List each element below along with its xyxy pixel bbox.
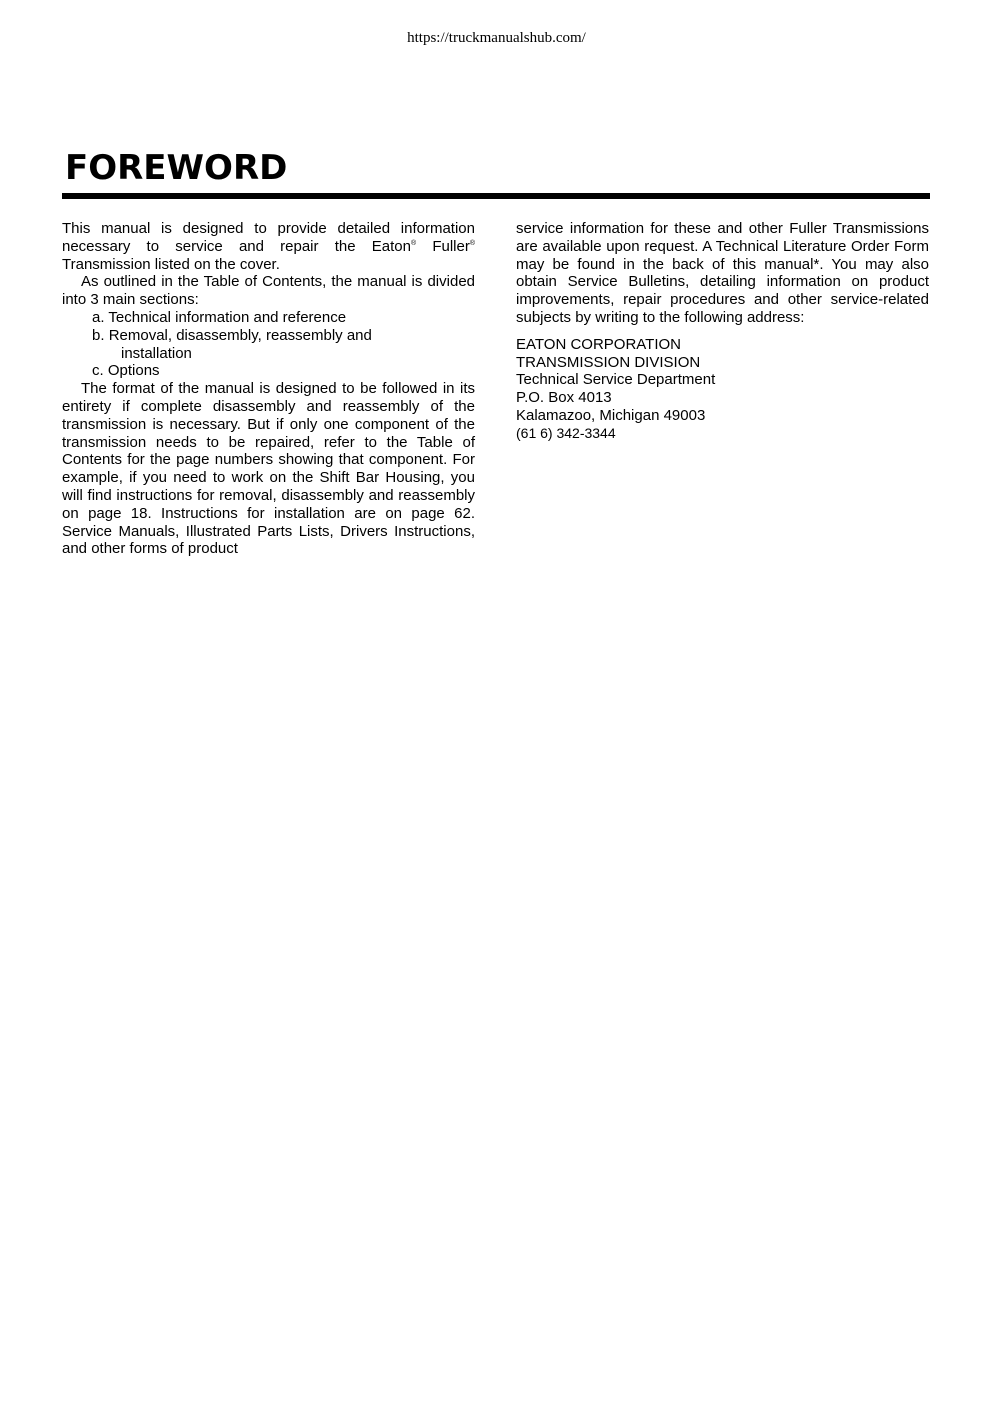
list-item-text: Options [107,362,160,380]
registered-mark: ® [469,239,476,247]
sections-intro: As outlined in the Table of Contents, the manual is divided into 3 main sections: [62,273,475,309]
address-city: Kalamazoo, Michigan 49003 [516,406,706,424]
list-item-letter: a. [92,308,105,326]
sections-list [62,309,475,380]
source-url: https://truckmanualshub.com/ [407,30,586,46]
title-divider [62,193,930,199]
right-column [516,220,929,443]
intro-paragraph [62,220,475,273]
address-division: TRANSMISSION DIVISION [516,353,701,371]
list-item-text: Removal, disassembly, reassembly and [108,326,372,344]
list-item-text: Technical information and reference [108,308,347,326]
intro-text-1: This manual is designed to provide detailed information necessary to service and repair the Eaton [62,220,475,255]
list-item-letter: b. [92,326,105,344]
address-phone: (61 6) 342-3344 [516,424,616,441]
list-item [62,362,475,380]
address-po-box: P.O. Box 4013 [516,389,612,407]
address-department: Technical Service Department [516,371,716,389]
registered-mark: ® [410,239,417,247]
page-title: FOREWORD [65,148,288,188]
list-item [62,327,475,363]
list-item [62,309,475,327]
list-item-letter: c. [92,362,104,380]
intro-text-3: Transmission listed on the cover. [62,255,280,273]
left-column [62,220,475,558]
format-paragraph: The format of the manual is designed to be followed in its entirety if complete disassembly and reassembly of the transmission is necessary. But if only one component of the transmission needs to be repaired, refer to the Table of Contents for the page numbers showing that component. For example, if you need to work on the Shift Bar Housing, you will find instructions for removal, disassembly and reassembly on page 18. Instructions for installation are on page 62. Service Manuals, Illustrated Parts Lists, Drivers Instructions, and other forms of product [62,380,475,558]
intro-text-2: Fuller [432,237,470,255]
continuation-paragraph: service information for these and other Fuller Transmissions are available upon request. A Technical Literature Order Form may be found in the back of this manual*. You may also obtain Service Bulletins, detailing information on product improvements, repair procedures and other service-related subjects by writing to the following address: [516,220,929,326]
list-item-continuation: installation [121,344,192,362]
address-company: EATON CORPORATION [516,335,682,353]
mailing-address [516,336,929,443]
